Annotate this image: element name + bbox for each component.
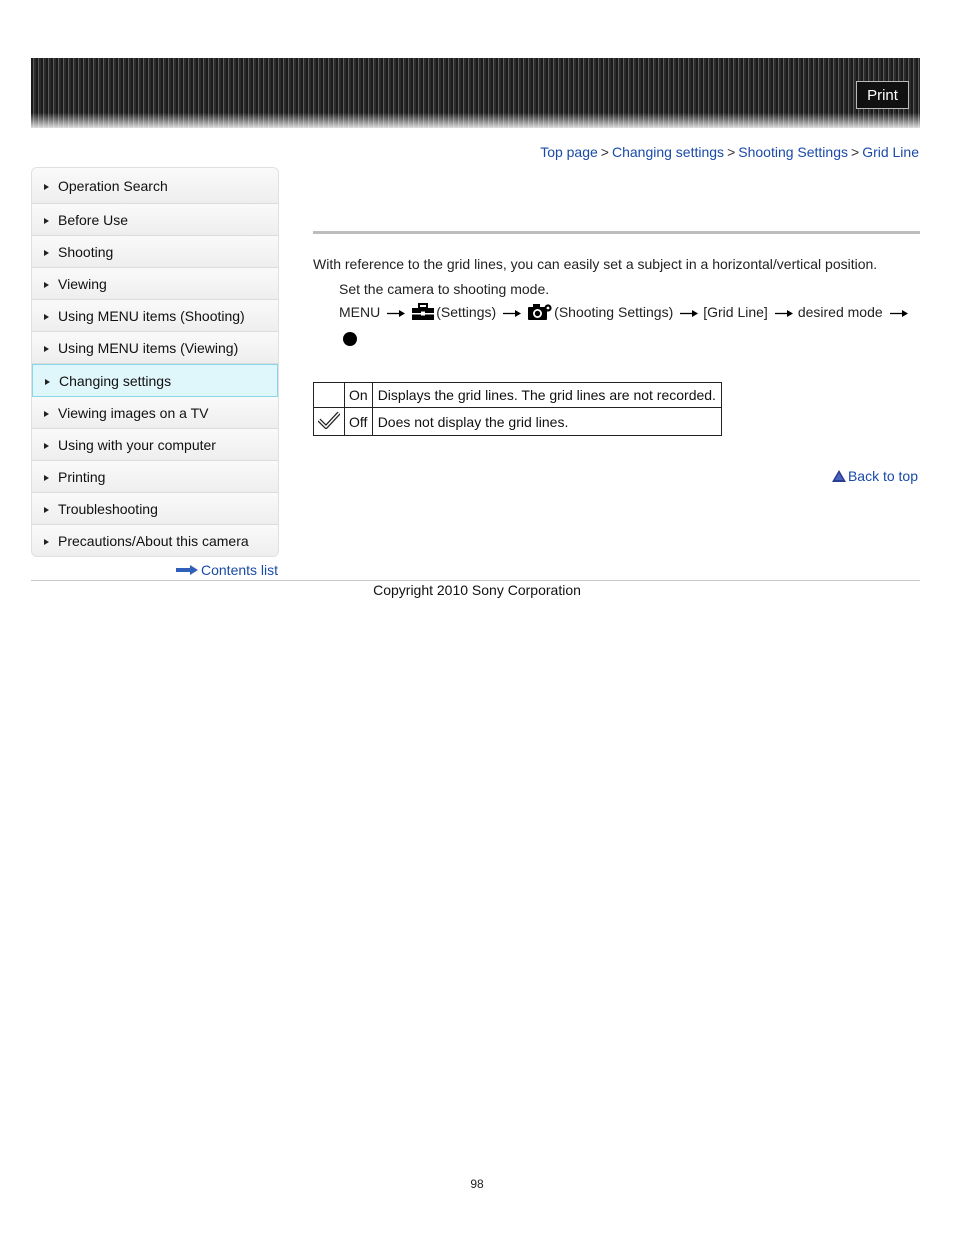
triangle-right-icon bbox=[44, 184, 49, 190]
table-row bbox=[314, 408, 722, 436]
sidebar-item-computer[interactable] bbox=[32, 429, 278, 461]
page-number: 98 bbox=[470, 1177, 484, 1191]
sidebar-item-label: Precautions/About this camera bbox=[58, 532, 249, 549]
arrow-right-icon bbox=[680, 309, 698, 318]
copyright-text: Copyright 2010 Sony Corporation bbox=[373, 582, 581, 598]
table-icon-cell bbox=[314, 408, 345, 436]
breadcrumb-grid-line[interactable]: Grid Line bbox=[862, 144, 919, 160]
sidebar-item-label: Changing settings bbox=[59, 372, 172, 389]
settings-label: (Settings) bbox=[436, 304, 497, 320]
breadcrumb-separator: > bbox=[600, 144, 609, 160]
sidebar-item-label: Before Use bbox=[58, 211, 129, 228]
triangle-right-icon bbox=[44, 411, 49, 417]
sidebar-item-label: Troubleshooting bbox=[58, 500, 158, 517]
grid-line-label: [Grid Line] bbox=[703, 304, 768, 320]
arrow-right-icon bbox=[176, 565, 198, 575]
triangle-up-icon bbox=[832, 470, 846, 482]
sidebar-item-menu-viewing[interactable] bbox=[32, 332, 278, 364]
description-cell: Displays the grid lines. The grid lines are not recorded. bbox=[372, 383, 721, 408]
intro-text: With reference to the grid lines, you can easily set a subject in a horizontal/vertical position. bbox=[313, 256, 878, 272]
sidebar-item-viewing[interactable] bbox=[32, 268, 278, 300]
sidebar-item-menu-shooting[interactable] bbox=[32, 300, 278, 332]
sidebar-item-label: Using with your computer bbox=[58, 436, 216, 453]
contents-list-label: Contents list bbox=[201, 562, 279, 578]
sidebar-item-shooting[interactable] bbox=[32, 236, 278, 268]
triangle-right-icon bbox=[44, 250, 49, 256]
arrow-right-icon bbox=[890, 309, 908, 318]
triangle-right-icon bbox=[44, 539, 49, 545]
triangle-right-icon bbox=[44, 218, 49, 224]
description-cell: Does not display the grid lines. bbox=[372, 408, 721, 436]
triangle-right-icon bbox=[44, 314, 49, 320]
breadcrumb-separator: > bbox=[727, 144, 736, 160]
grid-line-options-table bbox=[313, 382, 722, 436]
sidebar-nav bbox=[31, 167, 279, 557]
desired-mode-label: desired mode bbox=[797, 304, 883, 320]
arrow-right-icon bbox=[775, 309, 793, 318]
sidebar-item-before-use[interactable] bbox=[32, 204, 278, 236]
sidebar-item-label: Using MENU items (Shooting) bbox=[58, 307, 245, 324]
shooting-settings-label: (Shooting Settings) bbox=[554, 304, 674, 320]
print-button[interactable]: Print bbox=[856, 81, 909, 109]
table-row bbox=[314, 383, 722, 408]
sidebar-item-label: Viewing images on a TV bbox=[58, 404, 209, 421]
table-icon-cell bbox=[314, 383, 345, 408]
sidebar-item-printing[interactable] bbox=[32, 461, 278, 493]
sidebar-item-precautions[interactable] bbox=[32, 525, 278, 556]
title-divider bbox=[313, 231, 920, 234]
sidebar-item-viewing-tv[interactable] bbox=[32, 397, 278, 429]
breadcrumb-changing-settings[interactable]: Changing settings bbox=[611, 144, 725, 160]
sidebar-item-operation-search[interactable] bbox=[32, 168, 278, 204]
toolbox-icon bbox=[412, 303, 434, 321]
breadcrumb bbox=[540, 144, 919, 160]
step-1-text: Set the camera to shooting mode. bbox=[339, 281, 550, 297]
sidebar-item-label: Operation Search bbox=[58, 177, 168, 194]
breadcrumb-separator: > bbox=[851, 144, 860, 160]
sidebar-item-label: Shooting bbox=[58, 243, 114, 260]
center-button-icon bbox=[343, 332, 357, 346]
breadcrumb-shooting-settings[interactable]: Shooting Settings bbox=[738, 144, 848, 160]
back-to-top-link[interactable] bbox=[832, 468, 918, 484]
camera-settings-icon bbox=[528, 303, 552, 321]
breadcrumb-top-page[interactable]: Top page bbox=[540, 144, 598, 160]
footer-divider bbox=[31, 580, 920, 581]
sidebar-item-troubleshooting[interactable] bbox=[32, 493, 278, 525]
step-2-instructions bbox=[339, 303, 913, 321]
sidebar-item-label: Viewing bbox=[58, 275, 107, 292]
menu-label: MENU bbox=[339, 304, 381, 320]
triangle-right-icon bbox=[44, 507, 49, 513]
contents-list-link[interactable] bbox=[176, 562, 278, 578]
default-checkmark-icon bbox=[318, 411, 340, 429]
sidebar-item-label: Using MENU items (Viewing) bbox=[58, 339, 239, 356]
arrow-right-icon bbox=[387, 309, 405, 318]
sidebar-item-changing-settings[interactable] bbox=[32, 364, 278, 397]
mode-cell: Off bbox=[345, 408, 373, 436]
triangle-right-icon bbox=[44, 443, 49, 449]
mode-cell: On bbox=[345, 383, 373, 408]
sidebar-item-label: Printing bbox=[58, 468, 106, 485]
arrow-right-icon bbox=[503, 309, 521, 318]
triangle-right-icon bbox=[44, 282, 49, 288]
triangle-right-icon bbox=[44, 475, 49, 481]
triangle-right-icon bbox=[45, 379, 50, 385]
back-to-top-label: Back to top bbox=[847, 468, 918, 484]
triangle-right-icon bbox=[44, 346, 49, 352]
header-banner bbox=[31, 58, 920, 128]
